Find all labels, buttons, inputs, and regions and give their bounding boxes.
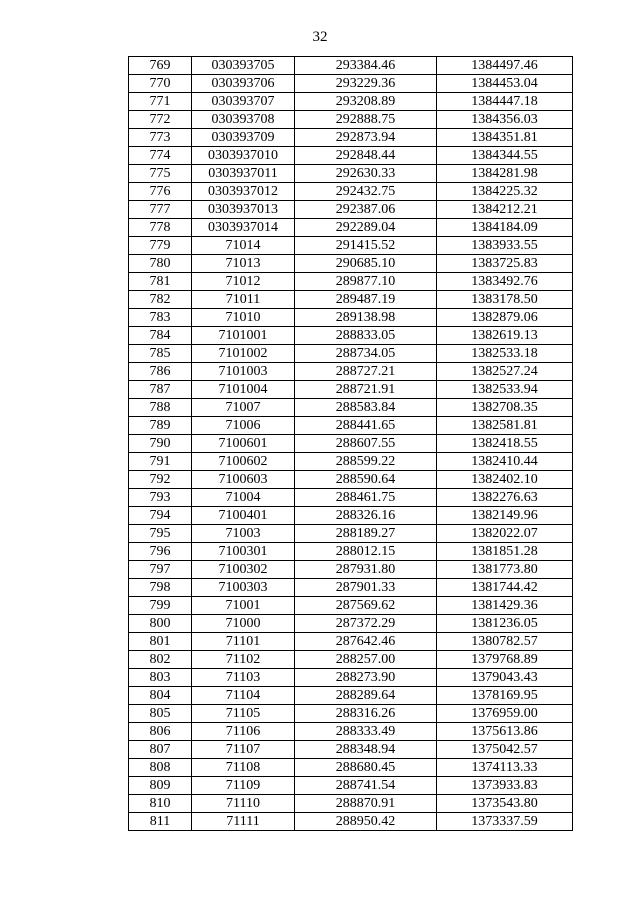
x-coordinate-cell: 287931.80 xyxy=(295,561,437,579)
point-id-cell: 71103 xyxy=(192,669,295,687)
table-row xyxy=(129,651,573,669)
y-coordinate-cell: 1382402.10 xyxy=(437,471,573,489)
table-row xyxy=(129,723,573,741)
table-row xyxy=(129,633,573,651)
x-coordinate-cell: 288950.42 xyxy=(295,813,437,831)
y-coordinate-cell: 1382418.55 xyxy=(437,435,573,453)
x-coordinate-cell: 288012.15 xyxy=(295,543,437,561)
row-number-cell: 811 xyxy=(129,813,192,831)
table-row xyxy=(129,291,573,309)
x-coordinate-cell: 288316.26 xyxy=(295,705,437,723)
point-id-cell: 7100302 xyxy=(192,561,295,579)
coordinates-table xyxy=(128,56,573,831)
row-number-cell: 792 xyxy=(129,471,192,489)
row-number-cell: 791 xyxy=(129,453,192,471)
point-id-cell: 0303937013 xyxy=(192,201,295,219)
row-number-cell: 799 xyxy=(129,597,192,615)
x-coordinate-cell: 288590.64 xyxy=(295,471,437,489)
point-id-cell: 0303937010 xyxy=(192,147,295,165)
point-id-cell: 7100301 xyxy=(192,543,295,561)
point-id-cell: 71109 xyxy=(192,777,295,795)
y-coordinate-cell: 1382149.96 xyxy=(437,507,573,525)
y-coordinate-cell: 1382581.81 xyxy=(437,417,573,435)
y-coordinate-cell: 1373543.80 xyxy=(437,795,573,813)
x-coordinate-cell: 287372.29 xyxy=(295,615,437,633)
row-number-cell: 781 xyxy=(129,273,192,291)
point-id-cell: 71108 xyxy=(192,759,295,777)
table-row xyxy=(129,615,573,633)
y-coordinate-cell: 1381851.28 xyxy=(437,543,573,561)
table-row xyxy=(129,795,573,813)
y-coordinate-cell: 1373933.83 xyxy=(437,777,573,795)
table-row xyxy=(129,345,573,363)
table-row xyxy=(129,183,573,201)
table-row xyxy=(129,327,573,345)
x-coordinate-cell: 288727.21 xyxy=(295,363,437,381)
y-coordinate-cell: 1382619.13 xyxy=(437,327,573,345)
y-coordinate-cell: 1382527.24 xyxy=(437,363,573,381)
row-number-cell: 777 xyxy=(129,201,192,219)
table-row xyxy=(129,777,573,795)
y-coordinate-cell: 1375613.86 xyxy=(437,723,573,741)
y-coordinate-cell: 1384356.03 xyxy=(437,111,573,129)
row-number-cell: 810 xyxy=(129,795,192,813)
x-coordinate-cell: 288583.84 xyxy=(295,399,437,417)
table-row xyxy=(129,57,573,75)
y-coordinate-cell: 1381773.80 xyxy=(437,561,573,579)
row-number-cell: 807 xyxy=(129,741,192,759)
y-coordinate-cell: 1384212.21 xyxy=(437,201,573,219)
x-coordinate-cell: 288721.91 xyxy=(295,381,437,399)
table-row xyxy=(129,813,573,831)
table-row xyxy=(129,75,573,93)
table-row xyxy=(129,435,573,453)
point-id-cell: 71107 xyxy=(192,741,295,759)
x-coordinate-cell: 288599.22 xyxy=(295,453,437,471)
point-id-cell: 7101003 xyxy=(192,363,295,381)
row-number-cell: 769 xyxy=(129,57,192,75)
row-number-cell: 797 xyxy=(129,561,192,579)
row-number-cell: 783 xyxy=(129,309,192,327)
point-id-cell: 71006 xyxy=(192,417,295,435)
table-row xyxy=(129,579,573,597)
row-number-cell: 775 xyxy=(129,165,192,183)
table-row xyxy=(129,471,573,489)
table-row xyxy=(129,399,573,417)
row-number-cell: 790 xyxy=(129,435,192,453)
x-coordinate-cell: 291415.52 xyxy=(295,237,437,255)
point-id-cell: 0303937012 xyxy=(192,183,295,201)
y-coordinate-cell: 1381744.42 xyxy=(437,579,573,597)
table-row xyxy=(129,597,573,615)
point-id-cell: 7101002 xyxy=(192,345,295,363)
y-coordinate-cell: 1382276.63 xyxy=(437,489,573,507)
row-number-cell: 779 xyxy=(129,237,192,255)
page-number: 32 xyxy=(312,29,328,45)
x-coordinate-cell: 288680.45 xyxy=(295,759,437,777)
row-number-cell: 802 xyxy=(129,651,192,669)
y-coordinate-cell: 1384184.09 xyxy=(437,219,573,237)
x-coordinate-cell: 288734.05 xyxy=(295,345,437,363)
table-row xyxy=(129,273,573,291)
row-number-cell: 793 xyxy=(129,489,192,507)
x-coordinate-cell: 292848.44 xyxy=(295,147,437,165)
row-number-cell: 780 xyxy=(129,255,192,273)
point-id-cell: 71012 xyxy=(192,273,295,291)
point-id-cell: 71101 xyxy=(192,633,295,651)
x-coordinate-cell: 288833.05 xyxy=(295,327,437,345)
row-number-cell: 789 xyxy=(129,417,192,435)
x-coordinate-cell: 288289.64 xyxy=(295,687,437,705)
table-row xyxy=(129,237,573,255)
x-coordinate-cell: 289877.10 xyxy=(295,273,437,291)
y-coordinate-cell: 1384447.18 xyxy=(437,93,573,111)
table-row xyxy=(129,543,573,561)
row-number-cell: 795 xyxy=(129,525,192,543)
point-id-cell: 7100602 xyxy=(192,453,295,471)
row-number-cell: 786 xyxy=(129,363,192,381)
row-number-cell: 796 xyxy=(129,543,192,561)
table-row xyxy=(129,129,573,147)
row-number-cell: 773 xyxy=(129,129,192,147)
row-number-cell: 784 xyxy=(129,327,192,345)
point-id-cell: 71007 xyxy=(192,399,295,417)
table-row xyxy=(129,417,573,435)
table-row xyxy=(129,381,573,399)
y-coordinate-cell: 1383492.76 xyxy=(437,273,573,291)
x-coordinate-cell: 288461.75 xyxy=(295,489,437,507)
table-row xyxy=(129,309,573,327)
x-coordinate-cell: 288607.55 xyxy=(295,435,437,453)
row-number-cell: 805 xyxy=(129,705,192,723)
point-id-cell: 71104 xyxy=(192,687,295,705)
point-id-cell: 71001 xyxy=(192,597,295,615)
table-row xyxy=(129,147,573,165)
row-number-cell: 798 xyxy=(129,579,192,597)
point-id-cell: 71106 xyxy=(192,723,295,741)
row-number-cell: 772 xyxy=(129,111,192,129)
row-number-cell: 803 xyxy=(129,669,192,687)
point-id-cell: 7100303 xyxy=(192,579,295,597)
row-number-cell: 794 xyxy=(129,507,192,525)
y-coordinate-cell: 1384497.46 xyxy=(437,57,573,75)
x-coordinate-cell: 289138.98 xyxy=(295,309,437,327)
row-number-cell: 770 xyxy=(129,75,192,93)
coordinates-table-body xyxy=(129,57,573,831)
x-coordinate-cell: 288348.94 xyxy=(295,741,437,759)
row-number-cell: 785 xyxy=(129,345,192,363)
point-id-cell: 71004 xyxy=(192,489,295,507)
x-coordinate-cell: 293384.46 xyxy=(295,57,437,75)
point-id-cell: 71110 xyxy=(192,795,295,813)
y-coordinate-cell: 1373337.59 xyxy=(437,813,573,831)
point-id-cell: 0303937014 xyxy=(192,219,295,237)
point-id-cell: 7101004 xyxy=(192,381,295,399)
table-row xyxy=(129,93,573,111)
point-id-cell: 71003 xyxy=(192,525,295,543)
point-id-cell: 71014 xyxy=(192,237,295,255)
row-number-cell: 800 xyxy=(129,615,192,633)
y-coordinate-cell: 1375042.57 xyxy=(437,741,573,759)
y-coordinate-cell: 1383725.83 xyxy=(437,255,573,273)
point-id-cell: 71102 xyxy=(192,651,295,669)
y-coordinate-cell: 1384344.55 xyxy=(437,147,573,165)
y-coordinate-cell: 1383178.50 xyxy=(437,291,573,309)
x-coordinate-cell: 292387.06 xyxy=(295,201,437,219)
table-row xyxy=(129,561,573,579)
y-coordinate-cell: 1384225.32 xyxy=(437,183,573,201)
point-id-cell: 030393706 xyxy=(192,75,295,93)
point-id-cell: 71011 xyxy=(192,291,295,309)
point-id-cell: 71000 xyxy=(192,615,295,633)
x-coordinate-cell: 288189.27 xyxy=(295,525,437,543)
table-row xyxy=(129,165,573,183)
row-number-cell: 788 xyxy=(129,399,192,417)
table-row xyxy=(129,111,573,129)
point-id-cell: 71013 xyxy=(192,255,295,273)
x-coordinate-cell: 293229.36 xyxy=(295,75,437,93)
y-coordinate-cell: 1381236.05 xyxy=(437,615,573,633)
row-number-cell: 808 xyxy=(129,759,192,777)
x-coordinate-cell: 293208.89 xyxy=(295,93,437,111)
y-coordinate-cell: 1378169.95 xyxy=(437,687,573,705)
y-coordinate-cell: 1383933.55 xyxy=(437,237,573,255)
row-number-cell: 774 xyxy=(129,147,192,165)
x-coordinate-cell: 292873.94 xyxy=(295,129,437,147)
table-row xyxy=(129,687,573,705)
point-id-cell: 71105 xyxy=(192,705,295,723)
point-id-cell: 71010 xyxy=(192,309,295,327)
y-coordinate-cell: 1382533.94 xyxy=(437,381,573,399)
x-coordinate-cell: 288326.16 xyxy=(295,507,437,525)
y-coordinate-cell: 1379768.89 xyxy=(437,651,573,669)
y-coordinate-cell: 1382533.18 xyxy=(437,345,573,363)
y-coordinate-cell: 1379043.43 xyxy=(437,669,573,687)
x-coordinate-cell: 288441.65 xyxy=(295,417,437,435)
row-number-cell: 778 xyxy=(129,219,192,237)
x-coordinate-cell: 292432.75 xyxy=(295,183,437,201)
x-coordinate-cell: 292289.04 xyxy=(295,219,437,237)
x-coordinate-cell: 288257.00 xyxy=(295,651,437,669)
point-id-cell: 7100601 xyxy=(192,435,295,453)
x-coordinate-cell: 287901.33 xyxy=(295,579,437,597)
y-coordinate-cell: 1384453.04 xyxy=(437,75,573,93)
table-row xyxy=(129,705,573,723)
table-row xyxy=(129,525,573,543)
y-coordinate-cell: 1382410.44 xyxy=(437,453,573,471)
x-coordinate-cell: 288870.91 xyxy=(295,795,437,813)
table-row xyxy=(129,453,573,471)
row-number-cell: 771 xyxy=(129,93,192,111)
point-id-cell: 030393709 xyxy=(192,129,295,147)
x-coordinate-cell: 288333.49 xyxy=(295,723,437,741)
table-row xyxy=(129,759,573,777)
point-id-cell: 71111 xyxy=(192,813,295,831)
table-row xyxy=(129,507,573,525)
row-number-cell: 776 xyxy=(129,183,192,201)
y-coordinate-cell: 1384281.98 xyxy=(437,165,573,183)
table-row xyxy=(129,255,573,273)
point-id-cell: 7100603 xyxy=(192,471,295,489)
y-coordinate-cell: 1384351.81 xyxy=(437,129,573,147)
row-number-cell: 806 xyxy=(129,723,192,741)
point-id-cell: 030393708 xyxy=(192,111,295,129)
row-number-cell: 804 xyxy=(129,687,192,705)
row-number-cell: 782 xyxy=(129,291,192,309)
y-coordinate-cell: 1382022.07 xyxy=(437,525,573,543)
y-coordinate-cell: 1376959.00 xyxy=(437,705,573,723)
y-coordinate-cell: 1380782.57 xyxy=(437,633,573,651)
y-coordinate-cell: 1382708.35 xyxy=(437,399,573,417)
row-number-cell: 809 xyxy=(129,777,192,795)
y-coordinate-cell: 1382879.06 xyxy=(437,309,573,327)
point-id-cell: 7101001 xyxy=(192,327,295,345)
x-coordinate-cell: 287569.62 xyxy=(295,597,437,615)
x-coordinate-cell: 287642.46 xyxy=(295,633,437,651)
table-row xyxy=(129,201,573,219)
point-id-cell: 0303937011 xyxy=(192,165,295,183)
table-row xyxy=(129,489,573,507)
table-row xyxy=(129,219,573,237)
point-id-cell: 030393705 xyxy=(192,57,295,75)
table-row xyxy=(129,741,573,759)
table-row xyxy=(129,363,573,381)
x-coordinate-cell: 288741.54 xyxy=(295,777,437,795)
y-coordinate-cell: 1381429.36 xyxy=(437,597,573,615)
point-id-cell: 030393707 xyxy=(192,93,295,111)
y-coordinate-cell: 1374113.33 xyxy=(437,759,573,777)
x-coordinate-cell: 288273.90 xyxy=(295,669,437,687)
x-coordinate-cell: 292888.75 xyxy=(295,111,437,129)
row-number-cell: 801 xyxy=(129,633,192,651)
x-coordinate-cell: 290685.10 xyxy=(295,255,437,273)
x-coordinate-cell: 289487.19 xyxy=(295,291,437,309)
x-coordinate-cell: 292630.33 xyxy=(295,165,437,183)
row-number-cell: 787 xyxy=(129,381,192,399)
point-id-cell: 7100401 xyxy=(192,507,295,525)
table-row xyxy=(129,669,573,687)
